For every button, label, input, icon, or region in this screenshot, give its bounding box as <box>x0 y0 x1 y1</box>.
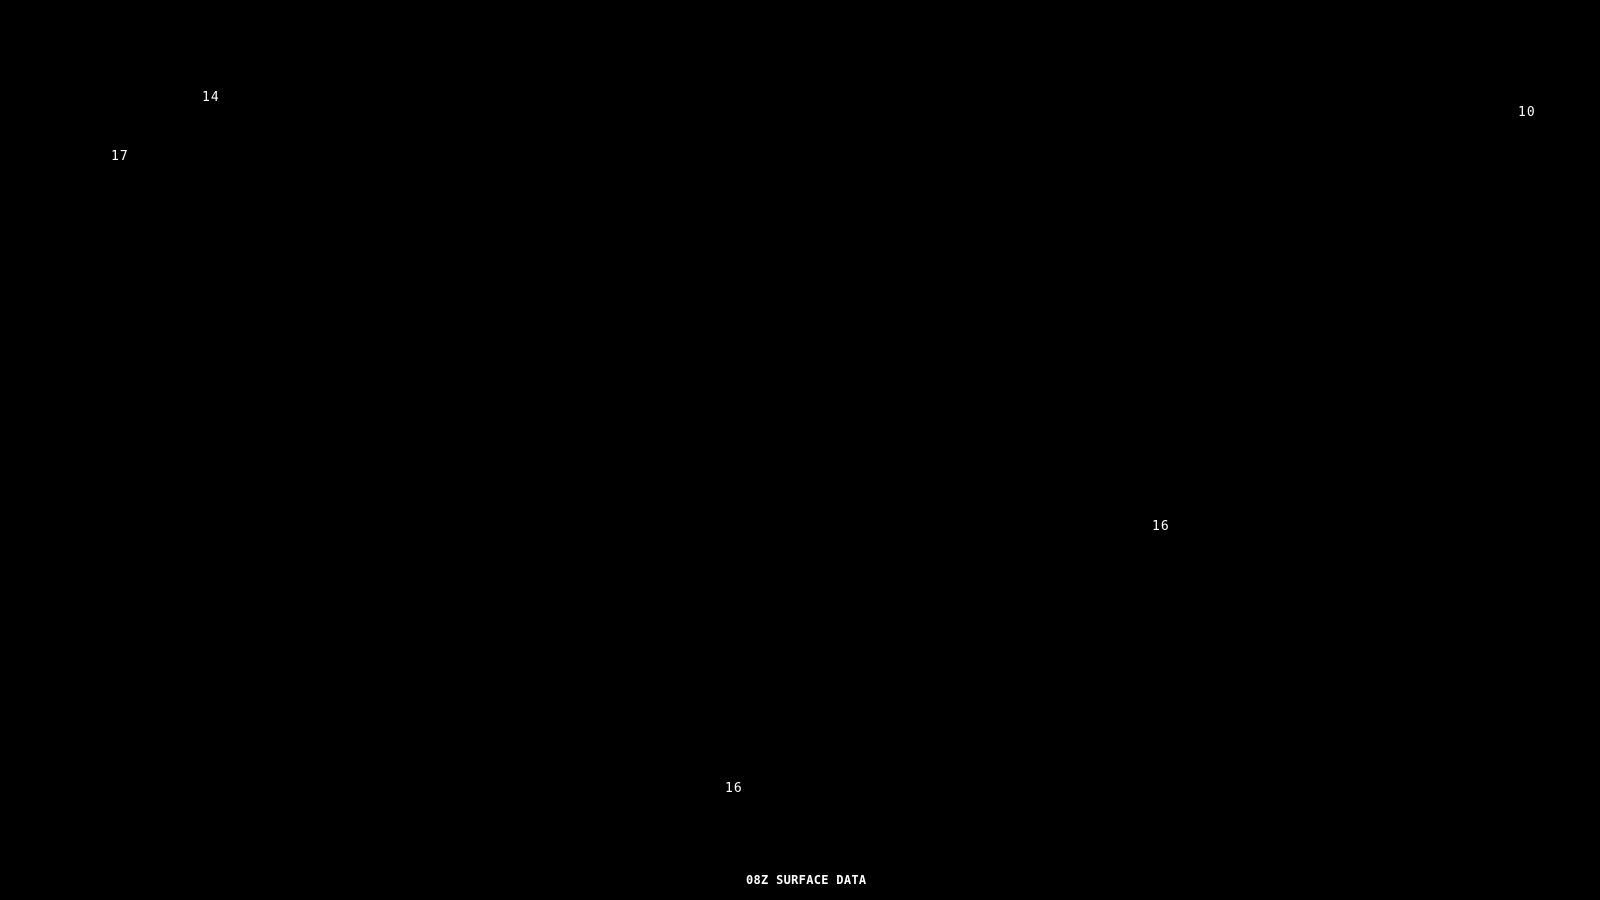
station-value-16-south: 16 <box>725 781 743 796</box>
station-value-10: 10 <box>1518 105 1536 120</box>
station-value-16-east: 16 <box>1152 519 1170 534</box>
station-value-17: 17 <box>111 149 129 164</box>
station-value-14: 14 <box>202 90 220 105</box>
map-title: 08Z SURFACE DATA <box>746 873 867 887</box>
